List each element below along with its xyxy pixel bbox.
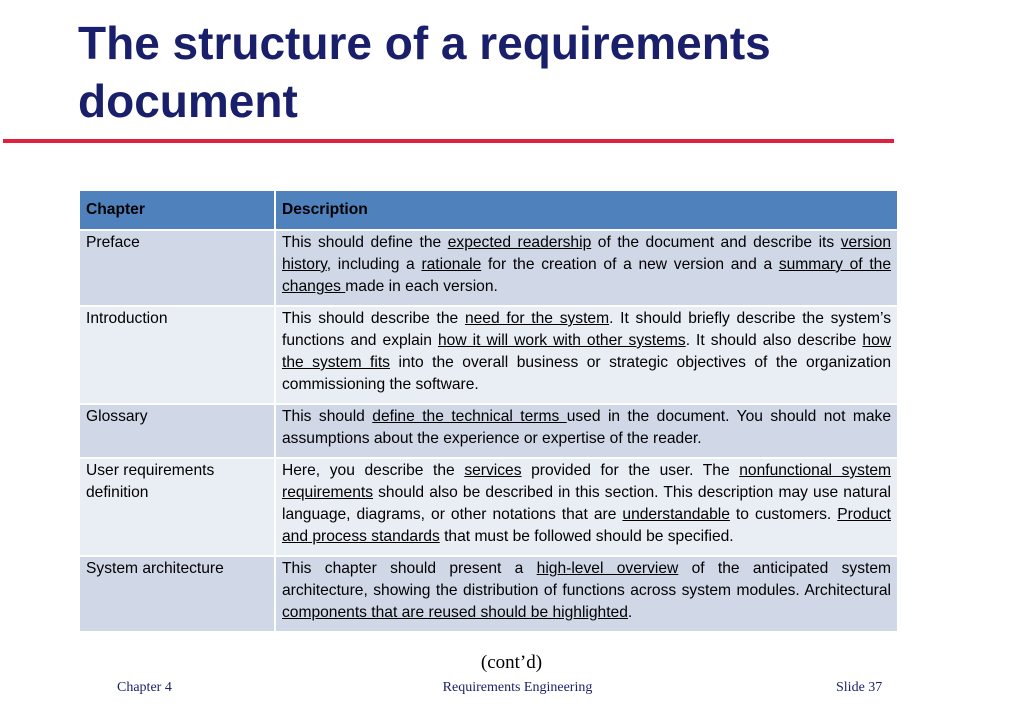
table-row (79, 306, 898, 404)
chapter-cell: System architecture (79, 556, 275, 632)
description-text: should also be described in this section. This description may use natural language, diagrams, or other notations that are (282, 484, 891, 523)
underlined-term: rationale (421, 256, 482, 273)
description-text: of the document and describe its (591, 234, 841, 251)
description-text: that must be followed should be specified. (439, 528, 734, 545)
continued-note: (cont’d) (480, 652, 543, 673)
description-text: This chapter should present a (282, 560, 537, 577)
underlined-term: version history (282, 234, 892, 273)
description-text: Here, you describe the (282, 462, 465, 479)
description-text: provided for the user. The (521, 462, 740, 479)
description-cell (275, 230, 898, 306)
description-text: , including a (326, 256, 422, 273)
description-text: This should define the (282, 234, 448, 251)
description-text: This should describe the (282, 310, 465, 327)
footer-title: Requirements Engineering (442, 680, 593, 695)
description-cell (275, 556, 898, 632)
underlined-term: services (464, 462, 522, 479)
description-text: for the creation of a new version and a (481, 256, 779, 273)
chapter-cell: Introduction (79, 306, 275, 404)
table-header-row (79, 190, 898, 230)
underlined-term: define the technical terms (372, 408, 567, 425)
description-text: into the overall business or strategic objectives of the organization commissioning the software. (282, 354, 891, 393)
chapter-cell: Preface (79, 230, 275, 306)
description-text: . It should also describe (685, 332, 863, 349)
footer-slide-number: Slide 37 (836, 680, 883, 695)
underlined-term: understandable (622, 506, 730, 523)
footer-chapter: Chapter 4 (117, 680, 172, 695)
underlined-term: need for the system (464, 310, 610, 327)
table-row (79, 556, 898, 632)
table-row (79, 404, 898, 458)
underlined-term: high-level overview (536, 560, 679, 577)
table-row (79, 230, 898, 306)
chapter-cell: Glossary (79, 404, 275, 458)
description-text: used in the document. You should not make assumptions about the experience or expertise of the reader. (282, 408, 891, 447)
chapter-cell: User requirements definition (79, 458, 275, 556)
underlined-term: how it will work with other systems (437, 332, 686, 349)
underlined-term: nonfunctional system requirements (282, 462, 891, 501)
underlined-term: components that are reused should be highlighted (282, 604, 628, 621)
description-text: . It should briefly describe the system’s functions and explain (282, 310, 891, 349)
description-cell (275, 404, 898, 458)
description-cell (275, 458, 898, 556)
header-chapter: Chapter (79, 190, 275, 230)
title-divider (3, 139, 894, 143)
description-text: . (627, 604, 633, 621)
slide-title: The structure of a requirements document (78, 17, 771, 127)
description-text: made in each version. (345, 278, 498, 295)
description-text: This should (282, 408, 373, 425)
description-text: to customers. (729, 506, 838, 523)
underlined-term: expected readership (447, 234, 592, 251)
underlined-term: how the system fits (282, 332, 892, 371)
underlined-term: Product and process standards (282, 506, 891, 545)
requirements-structure-table (78, 189, 899, 633)
description-text: of the anticipated system architecture, showing the distribution of functions across system modules. Architectural (282, 560, 892, 599)
table-row (79, 458, 898, 556)
underlined-term: summary of the changes (282, 256, 891, 295)
description-cell (275, 306, 898, 404)
header-description: Description (275, 190, 898, 230)
